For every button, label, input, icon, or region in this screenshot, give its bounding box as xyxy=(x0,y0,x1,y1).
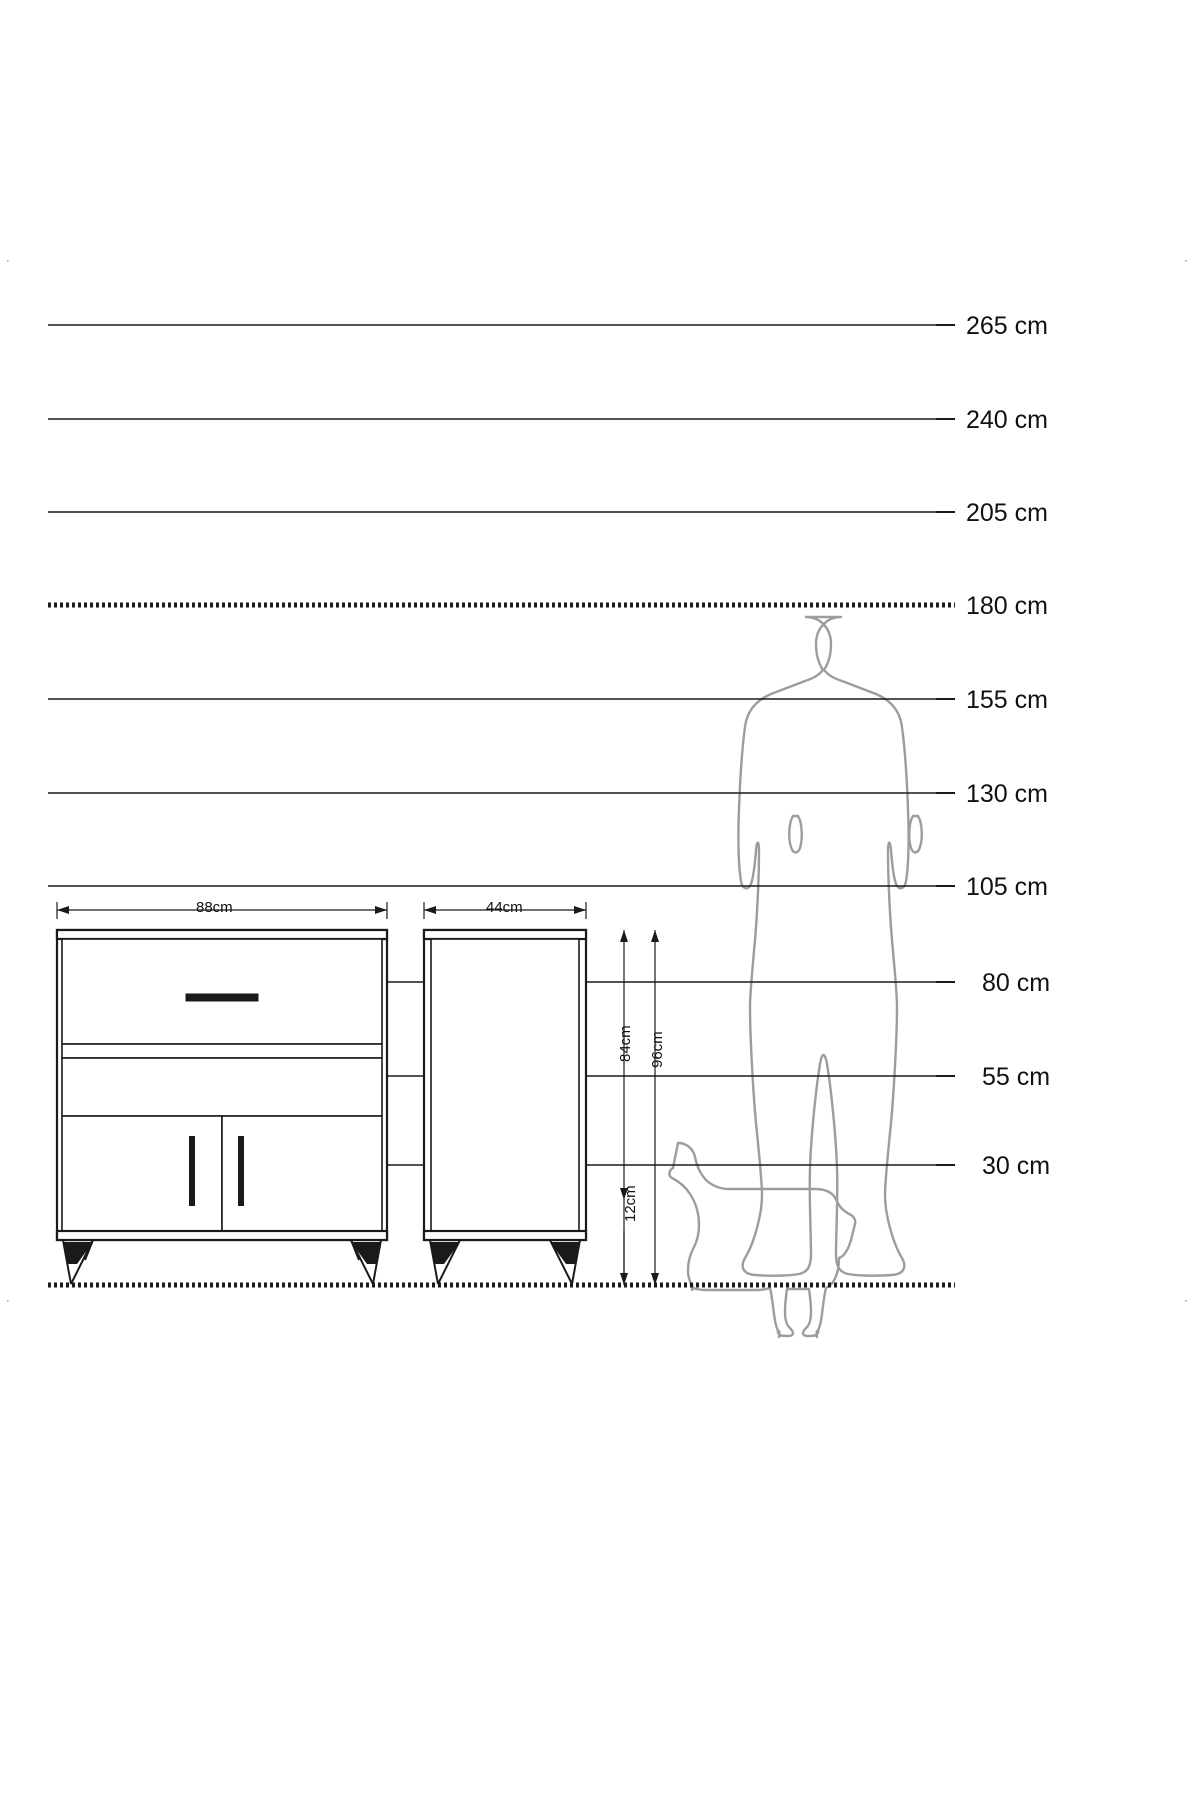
cabinet-legs xyxy=(63,1240,381,1284)
door-right xyxy=(222,1116,382,1231)
scale-label-105: 105 cm xyxy=(966,873,1048,901)
scale-label-80: 80 cm xyxy=(982,969,1051,997)
scale-label-265: 265 cm xyxy=(966,312,1048,340)
open-shelf xyxy=(62,1058,382,1116)
dimension-label-84cm: 84cm xyxy=(617,1025,634,1062)
tall-cabinet-door xyxy=(431,939,579,1231)
scale-label-30: 30 cm xyxy=(982,1152,1051,1180)
dimension-label-44cm: 44cm xyxy=(486,899,523,916)
scale-label-240: 240 cm xyxy=(966,406,1048,434)
sideboard-cabinet xyxy=(57,930,387,1284)
bottom-left-tick: · xyxy=(6,1295,10,1307)
top-right-tick: · xyxy=(1184,255,1188,267)
scale-label-205: 205 cm xyxy=(966,499,1048,527)
cat-silhouette xyxy=(669,1143,855,1337)
dimension-12cm xyxy=(620,1230,628,1285)
scale-label-155: 155 cm xyxy=(966,686,1048,714)
door-handle-right xyxy=(238,1136,244,1206)
scale-ticks xyxy=(936,325,955,1165)
human-silhouette xyxy=(738,617,921,1276)
dimension-label-12cm: 12cm xyxy=(622,1185,639,1222)
dimension-label-96cm: 96cm xyxy=(649,1031,666,1068)
scale-label-130: 130 cm xyxy=(966,780,1048,808)
top-left-tick: · xyxy=(6,255,10,267)
tall-cabinet xyxy=(424,930,586,1284)
door-left xyxy=(62,1116,222,1231)
drawer-front xyxy=(62,939,382,1044)
scale-label-180: 180 cm xyxy=(966,592,1048,620)
dimension-label-88cm: 88cm xyxy=(196,899,233,916)
door-handle-left xyxy=(189,1136,195,1206)
scale-label-55: 55 cm xyxy=(982,1063,1051,1091)
dimension-96cm xyxy=(651,930,659,1285)
bottom-right-tick: · xyxy=(1184,1295,1188,1307)
drawer-handle xyxy=(186,994,258,1001)
